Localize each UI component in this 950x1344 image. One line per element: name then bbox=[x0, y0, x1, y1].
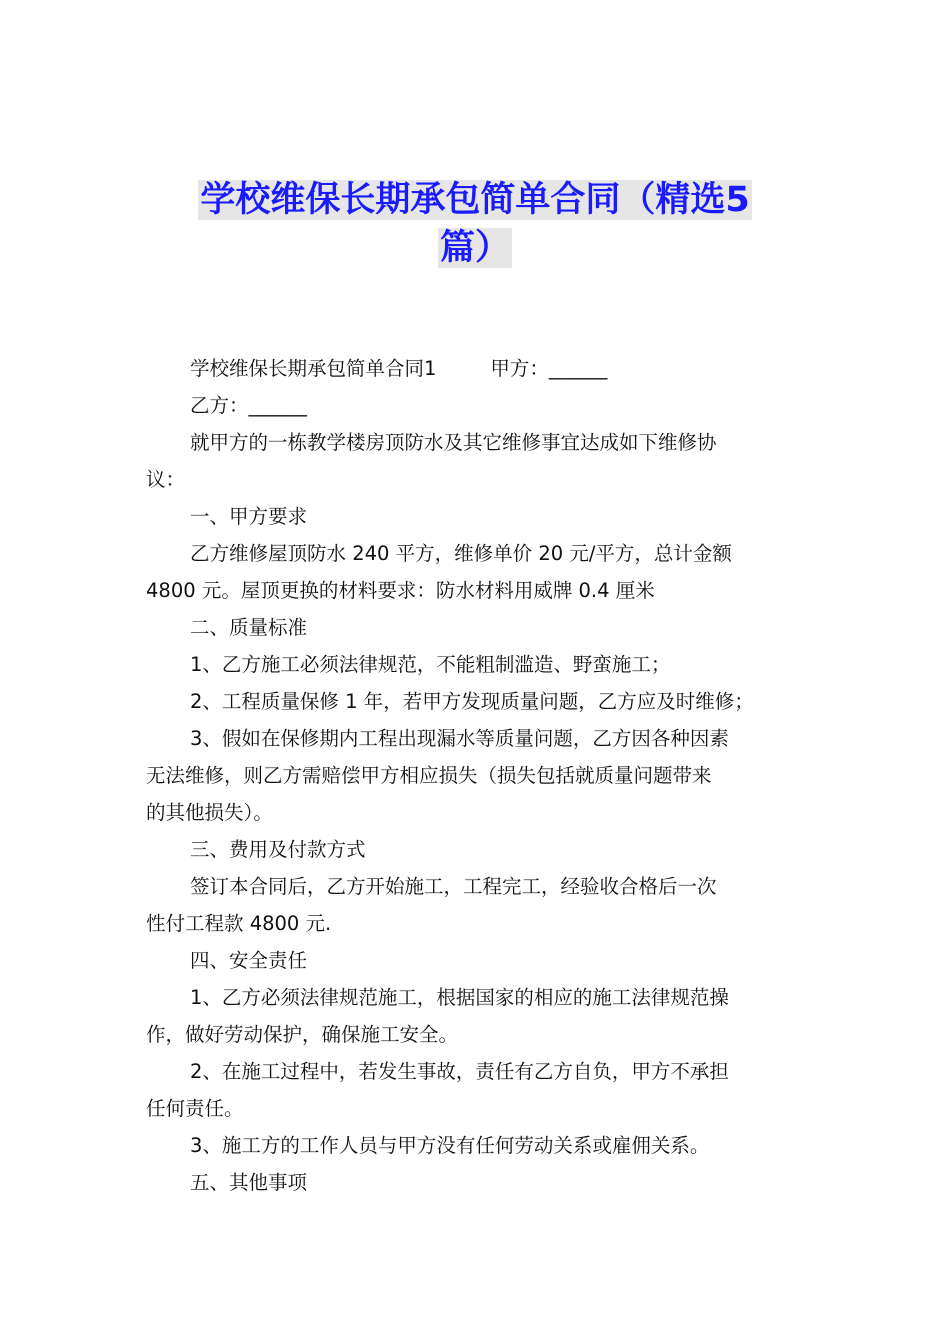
section4-item-2-line-2: 任何责任。 bbox=[146, 1097, 244, 1120]
section2-item-3-line-1: 3、假如在保修期内工程出现漏水等质量问题，乙方因各种因素 bbox=[190, 727, 729, 750]
section-heading-1: 一、甲方要求 bbox=[190, 505, 308, 528]
title-line-1: 学校维保长期承包简单合同（精选5 bbox=[200, 180, 750, 220]
title-line-2: 篇） bbox=[439, 228, 510, 268]
section2-item-1: 1、乙方施工必须法律规范，不能粗制滥造、野蛮施工； bbox=[190, 653, 671, 676]
section-heading-2: 二、质量标准 bbox=[190, 616, 308, 639]
section3-line-2: 性付工程款 4800 元. bbox=[146, 912, 332, 935]
party-b-field: 乙方：______ bbox=[190, 394, 308, 417]
purpose-line-1: 就甲方的一栋教学楼房顶防水及其它维修事宜达成如下维修协 bbox=[190, 431, 717, 454]
section4-item-3: 3、施工方的工作人员与甲方没有任何劳动关系或雇佣关系。 bbox=[190, 1134, 710, 1157]
intro-line bbox=[146, 350, 808, 387]
section-heading-3: 三、费用及付款方式 bbox=[190, 838, 366, 861]
section4-item-2-line-1: 2、在施工过程中，若发生事故，责任有乙方自负，甲方不承担 bbox=[190, 1060, 729, 1083]
purpose-line-2: 议： bbox=[146, 468, 186, 491]
document-title bbox=[140, 176, 810, 272]
section4-item-1-line-2: 作，做好劳动保护，确保施工安全。 bbox=[146, 1023, 459, 1046]
section-heading-4: 四、安全责任 bbox=[190, 949, 308, 972]
section1-line-2: 4800 元。屋顶更换的材料要求：防水材料用威牌 0.4 厘米 bbox=[146, 579, 655, 602]
section4-item-1-line-1: 1、乙方必须法律规范施工，根据国家的相应的施工法律规范操 bbox=[190, 986, 729, 1009]
section-heading-5: 五、其他事项 bbox=[190, 1171, 308, 1194]
section2-item-3-line-2: 无法维修，则乙方需赔偿甲方相应损失（损失包括就质量问题带来 bbox=[146, 764, 712, 787]
document-body bbox=[146, 350, 808, 1201]
section1-line-1: 乙方维修屋顶防水 240 平方，维修单价 20 元/平方，总计金额 bbox=[190, 542, 732, 565]
section2-item-3-line-3: 的其他损失）。 bbox=[146, 801, 273, 824]
contract-number-label: 学校维保长期承包简单合同1 bbox=[190, 357, 437, 380]
section2-item-2: 2、工程质量保修 1 年，若甲方发现质量问题，乙方应及时维修； bbox=[190, 690, 754, 713]
section3-line-1: 签订本合同后，乙方开始施工，工程完工，经验收合格后一次 bbox=[190, 875, 717, 898]
party-a-field: 甲方：______ bbox=[490, 357, 608, 380]
